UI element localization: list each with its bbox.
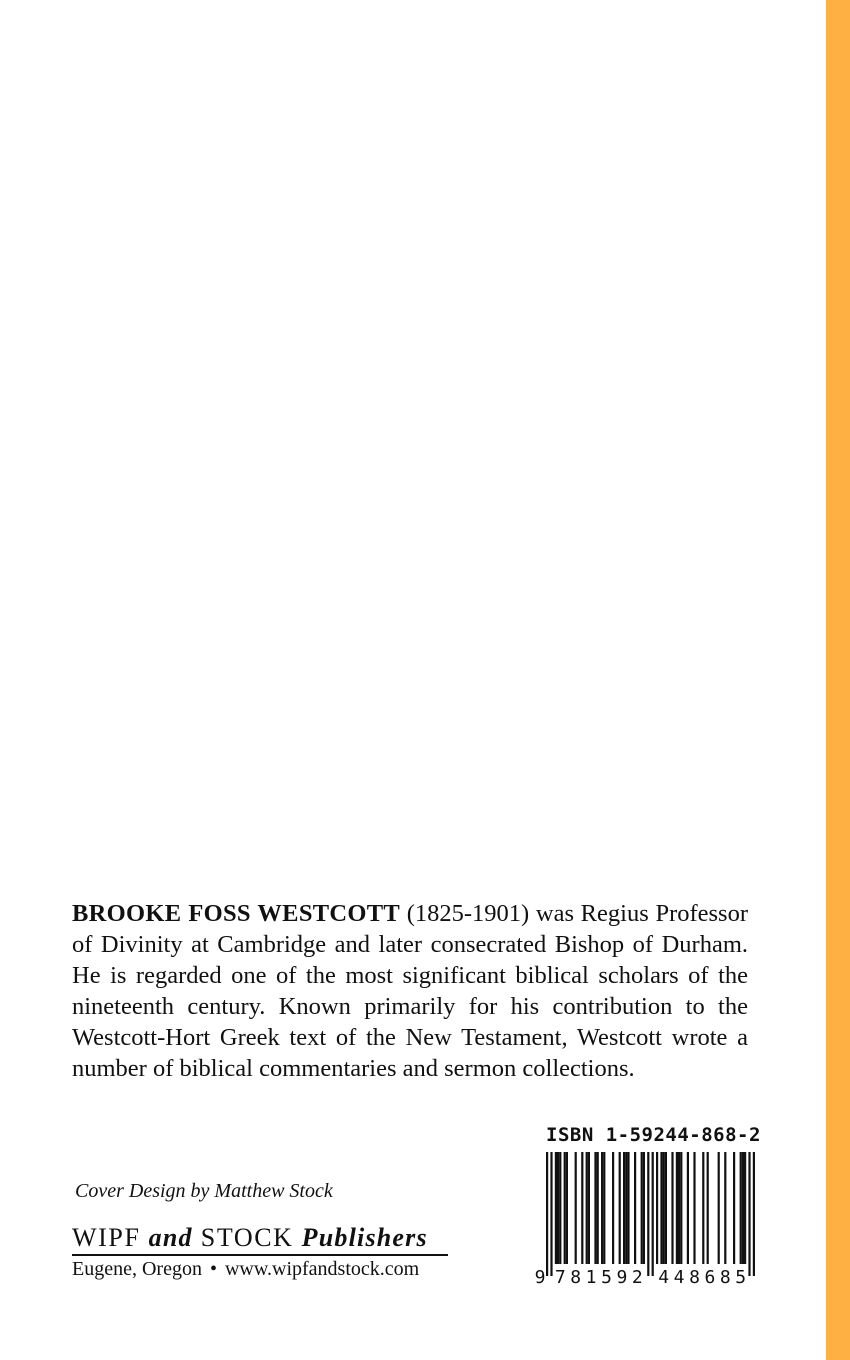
barcode-bar (575, 1152, 577, 1264)
barcode-digit: 4 (673, 1267, 685, 1288)
barcode-bar (753, 1152, 755, 1276)
barcode-digit: 2 (631, 1267, 643, 1288)
barcode-bar (597, 1152, 599, 1264)
barcode-bar (660, 1152, 662, 1264)
publisher-name (72, 1223, 448, 1256)
cover-design-credit: Cover Design by Matthew Stock (75, 1180, 333, 1202)
barcode-digit: 9 (616, 1267, 628, 1288)
barcode-bar (718, 1152, 720, 1264)
author-name: BROOKE FOSS WESTCOTT (72, 900, 401, 927)
barcode-bar (623, 1152, 625, 1264)
barcode-bar (678, 1152, 680, 1264)
barcode-bar (625, 1152, 627, 1264)
barcode-bar (586, 1152, 588, 1264)
barcode-bar (680, 1152, 682, 1264)
publisher-name-wipf: WIPF (72, 1223, 149, 1252)
barcode-digit: 4 (658, 1267, 670, 1288)
barcode-bar (581, 1152, 583, 1264)
barcode-bar (702, 1152, 704, 1264)
barcode-bar (733, 1152, 735, 1264)
barcode-bar (744, 1152, 746, 1264)
barcode (536, 1150, 752, 1292)
barcode-bar (588, 1152, 590, 1264)
barcode-bar (634, 1152, 636, 1264)
barcode-bar (693, 1152, 695, 1264)
barcode-digit: 6 (704, 1267, 716, 1288)
barcode-bar (687, 1152, 689, 1264)
barcode-bar (557, 1152, 559, 1264)
barcode-digit: 5 (735, 1267, 747, 1288)
barcode-bar (601, 1152, 603, 1264)
barcode-bar (647, 1152, 649, 1276)
author-bio (72, 898, 748, 1084)
publisher-name-stock: STOCK (192, 1223, 302, 1252)
publisher-name-publishers: Publishers (301, 1223, 428, 1252)
barcode-bar (643, 1152, 645, 1264)
barcode-bar (707, 1152, 709, 1264)
isbn-label: ISBN 1-59244-868-2 (546, 1124, 761, 1146)
barcode-bar (594, 1152, 596, 1264)
publisher-name-and: and (148, 1223, 193, 1252)
barcode-digits (535, 1267, 747, 1288)
barcode-bar (663, 1152, 665, 1264)
spine-color-strip (826, 0, 850, 1360)
bullet-separator: • (209, 1258, 217, 1280)
barcode-bar (742, 1152, 744, 1264)
barcode-bar (740, 1152, 742, 1264)
barcode-bar (641, 1152, 643, 1264)
barcode-bar (665, 1152, 667, 1264)
barcode-bar (724, 1152, 726, 1264)
barcode-digit: 8 (719, 1267, 731, 1288)
barcode-digit: 5 (601, 1267, 612, 1288)
barcode-bar (619, 1152, 621, 1264)
barcode-bar (564, 1152, 566, 1264)
barcode-bar (566, 1152, 568, 1264)
barcode-bar (546, 1152, 548, 1276)
barcode-bar (676, 1152, 678, 1264)
barcode-bar (559, 1152, 561, 1264)
barcode-bar (671, 1152, 673, 1264)
barcode-bars (546, 1152, 755, 1276)
barcode-bar (627, 1152, 629, 1264)
barcode-digit: 9 (534, 1267, 546, 1288)
barcode-digit: 7 (554, 1267, 566, 1288)
publisher-location: Eugene, Oregon (72, 1258, 202, 1280)
barcode-digit: 8 (689, 1267, 700, 1288)
barcode-bar (652, 1152, 654, 1276)
bio-text: (1825-1901) was Regius Professor of Divinity at Cambridge and later consecrated Bishop of Durham. He is regarded one of the most significant biblical scholars of the nineteenth century. Known primarily for his contribution to the Westcott-Hort Greek text of the New Testament, Westcott wrote a number of biblical commentaries and sermon collections. (72, 900, 748, 1082)
barcode-bar (555, 1152, 557, 1264)
publisher-website: www.wipfandstock.com (224, 1258, 420, 1280)
barcode-bar (748, 1152, 750, 1276)
barcode-bar (550, 1152, 552, 1276)
barcode-digit: 1 (585, 1267, 597, 1288)
barcode-digit: 8 (570, 1267, 582, 1288)
barcode-bar (612, 1152, 614, 1264)
barcode-bar (603, 1152, 605, 1264)
barcode-bar (656, 1152, 658, 1264)
publisher-info (72, 1258, 448, 1281)
